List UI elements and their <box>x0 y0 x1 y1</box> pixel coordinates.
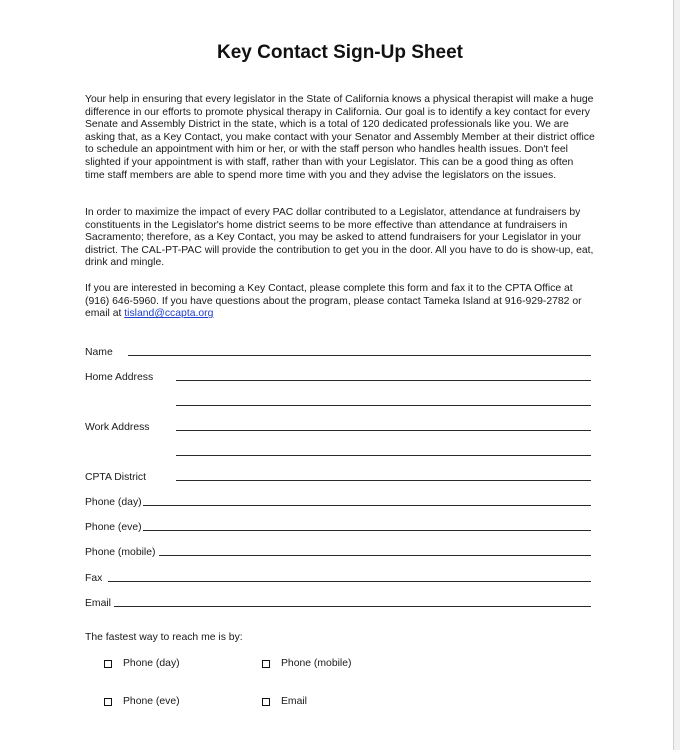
phone-day-input-line[interactable] <box>143 505 591 506</box>
checkbox-icon[interactable] <box>104 660 112 668</box>
reach-prompt: The fastest way to reach me is by: <box>85 632 243 643</box>
intro-paragraph-1: Your help in ensuring that every legislator in the State of California knows a physical therapist will make a huge difference in our efforts to promote physical therapy in California. Our goal is to identify a key contact for every Senate and Assembly District in the state, which is a total of 120 dedicated professionals like you. We are asking that, as a Key Contact, you make contact with your Senator and Assembly Member at their district office to schedule an appointment with him or her, or with the staff person who handles health issues. Don't feel slighted if your appointment is with staff, rather than with your Legislator. This can be a good thing as often time staff members are able to spend more time with you and they advise the legislators on the issues. <box>85 94 595 181</box>
phone-mobile-label: Phone (mobile) <box>85 547 156 558</box>
cpta-district-field[interactable] <box>85 469 591 483</box>
reach-option-phone-eve[interactable] <box>104 696 180 707</box>
reach-option-label: Phone (mobile) <box>281 658 352 669</box>
phone-mobile-input-line[interactable] <box>159 555 591 556</box>
checkbox-icon[interactable] <box>262 660 270 668</box>
home-address-input-line[interactable] <box>176 380 591 381</box>
name-field[interactable] <box>85 344 591 358</box>
name-label: Name <box>85 347 113 358</box>
email-field[interactable] <box>85 595 591 609</box>
reach-option-phone-day[interactable] <box>104 658 180 669</box>
cpta-district-input-line[interactable] <box>176 480 591 481</box>
phone-day-field[interactable] <box>85 494 591 508</box>
home-address-label: Home Address <box>85 372 154 383</box>
work-address-input-line-2[interactable] <box>176 455 591 456</box>
reach-option-email[interactable] <box>262 696 307 707</box>
phone-mobile-field[interactable] <box>85 544 591 558</box>
reach-option-label: Email <box>281 696 307 707</box>
email-label: Email <box>85 598 111 609</box>
fax-label: Fax <box>85 573 103 584</box>
email-input-line[interactable] <box>114 606 591 607</box>
phone-eve-field[interactable] <box>85 519 591 533</box>
page-title: Key Contact Sign-Up Sheet <box>217 42 463 63</box>
fax-field[interactable] <box>85 570 591 584</box>
phone-eve-label: Phone (eve) <box>85 522 142 533</box>
fax-input-line[interactable] <box>108 581 591 582</box>
work-address-label: Work Address <box>85 422 150 433</box>
intro-paragraph-3 <box>85 283 595 321</box>
cpta-district-label: CPTA District <box>85 472 146 483</box>
reach-option-label: Phone (eve) <box>123 696 180 707</box>
contact-instructions: If you are interested in becoming a Key Contact, please complete this form and fax it to the CPTA Office at (916) 646-5960. If you have questions about the program, please contact Tameka Island at 916-929-2782 or email at <box>85 283 582 320</box>
name-input-line[interactable] <box>128 355 591 356</box>
work-address-field[interactable] <box>85 419 591 433</box>
work-address-input-line[interactable] <box>176 430 591 431</box>
checkbox-icon[interactable] <box>262 698 270 706</box>
home-address-field[interactable] <box>85 369 591 383</box>
reach-option-label: Phone (day) <box>123 658 180 669</box>
phone-eve-input-line[interactable] <box>143 530 591 531</box>
home-address-input-line-2[interactable] <box>176 405 591 406</box>
reach-option-phone-mobile[interactable] <box>262 658 351 669</box>
phone-day-label: Phone (day) <box>85 497 142 508</box>
email-link[interactable]: tisland@ccapta.org <box>124 308 214 320</box>
intro-paragraph-2: In order to maximize the impact of every PAC dollar contributed to a Legislator, attendance at fundraisers by constituents in the Legislator's home district seems to be more effective than attendance at fundraisers in Sacramento; therefore, as a Key Contact, you may be asked to attend fundraisers for your Legislator in your district. The CAL-PT-PAC will provide the contribution to get you in the door. All you have to do is show-up, eat, drink and mingle. <box>85 207 594 269</box>
checkbox-icon[interactable] <box>104 698 112 706</box>
